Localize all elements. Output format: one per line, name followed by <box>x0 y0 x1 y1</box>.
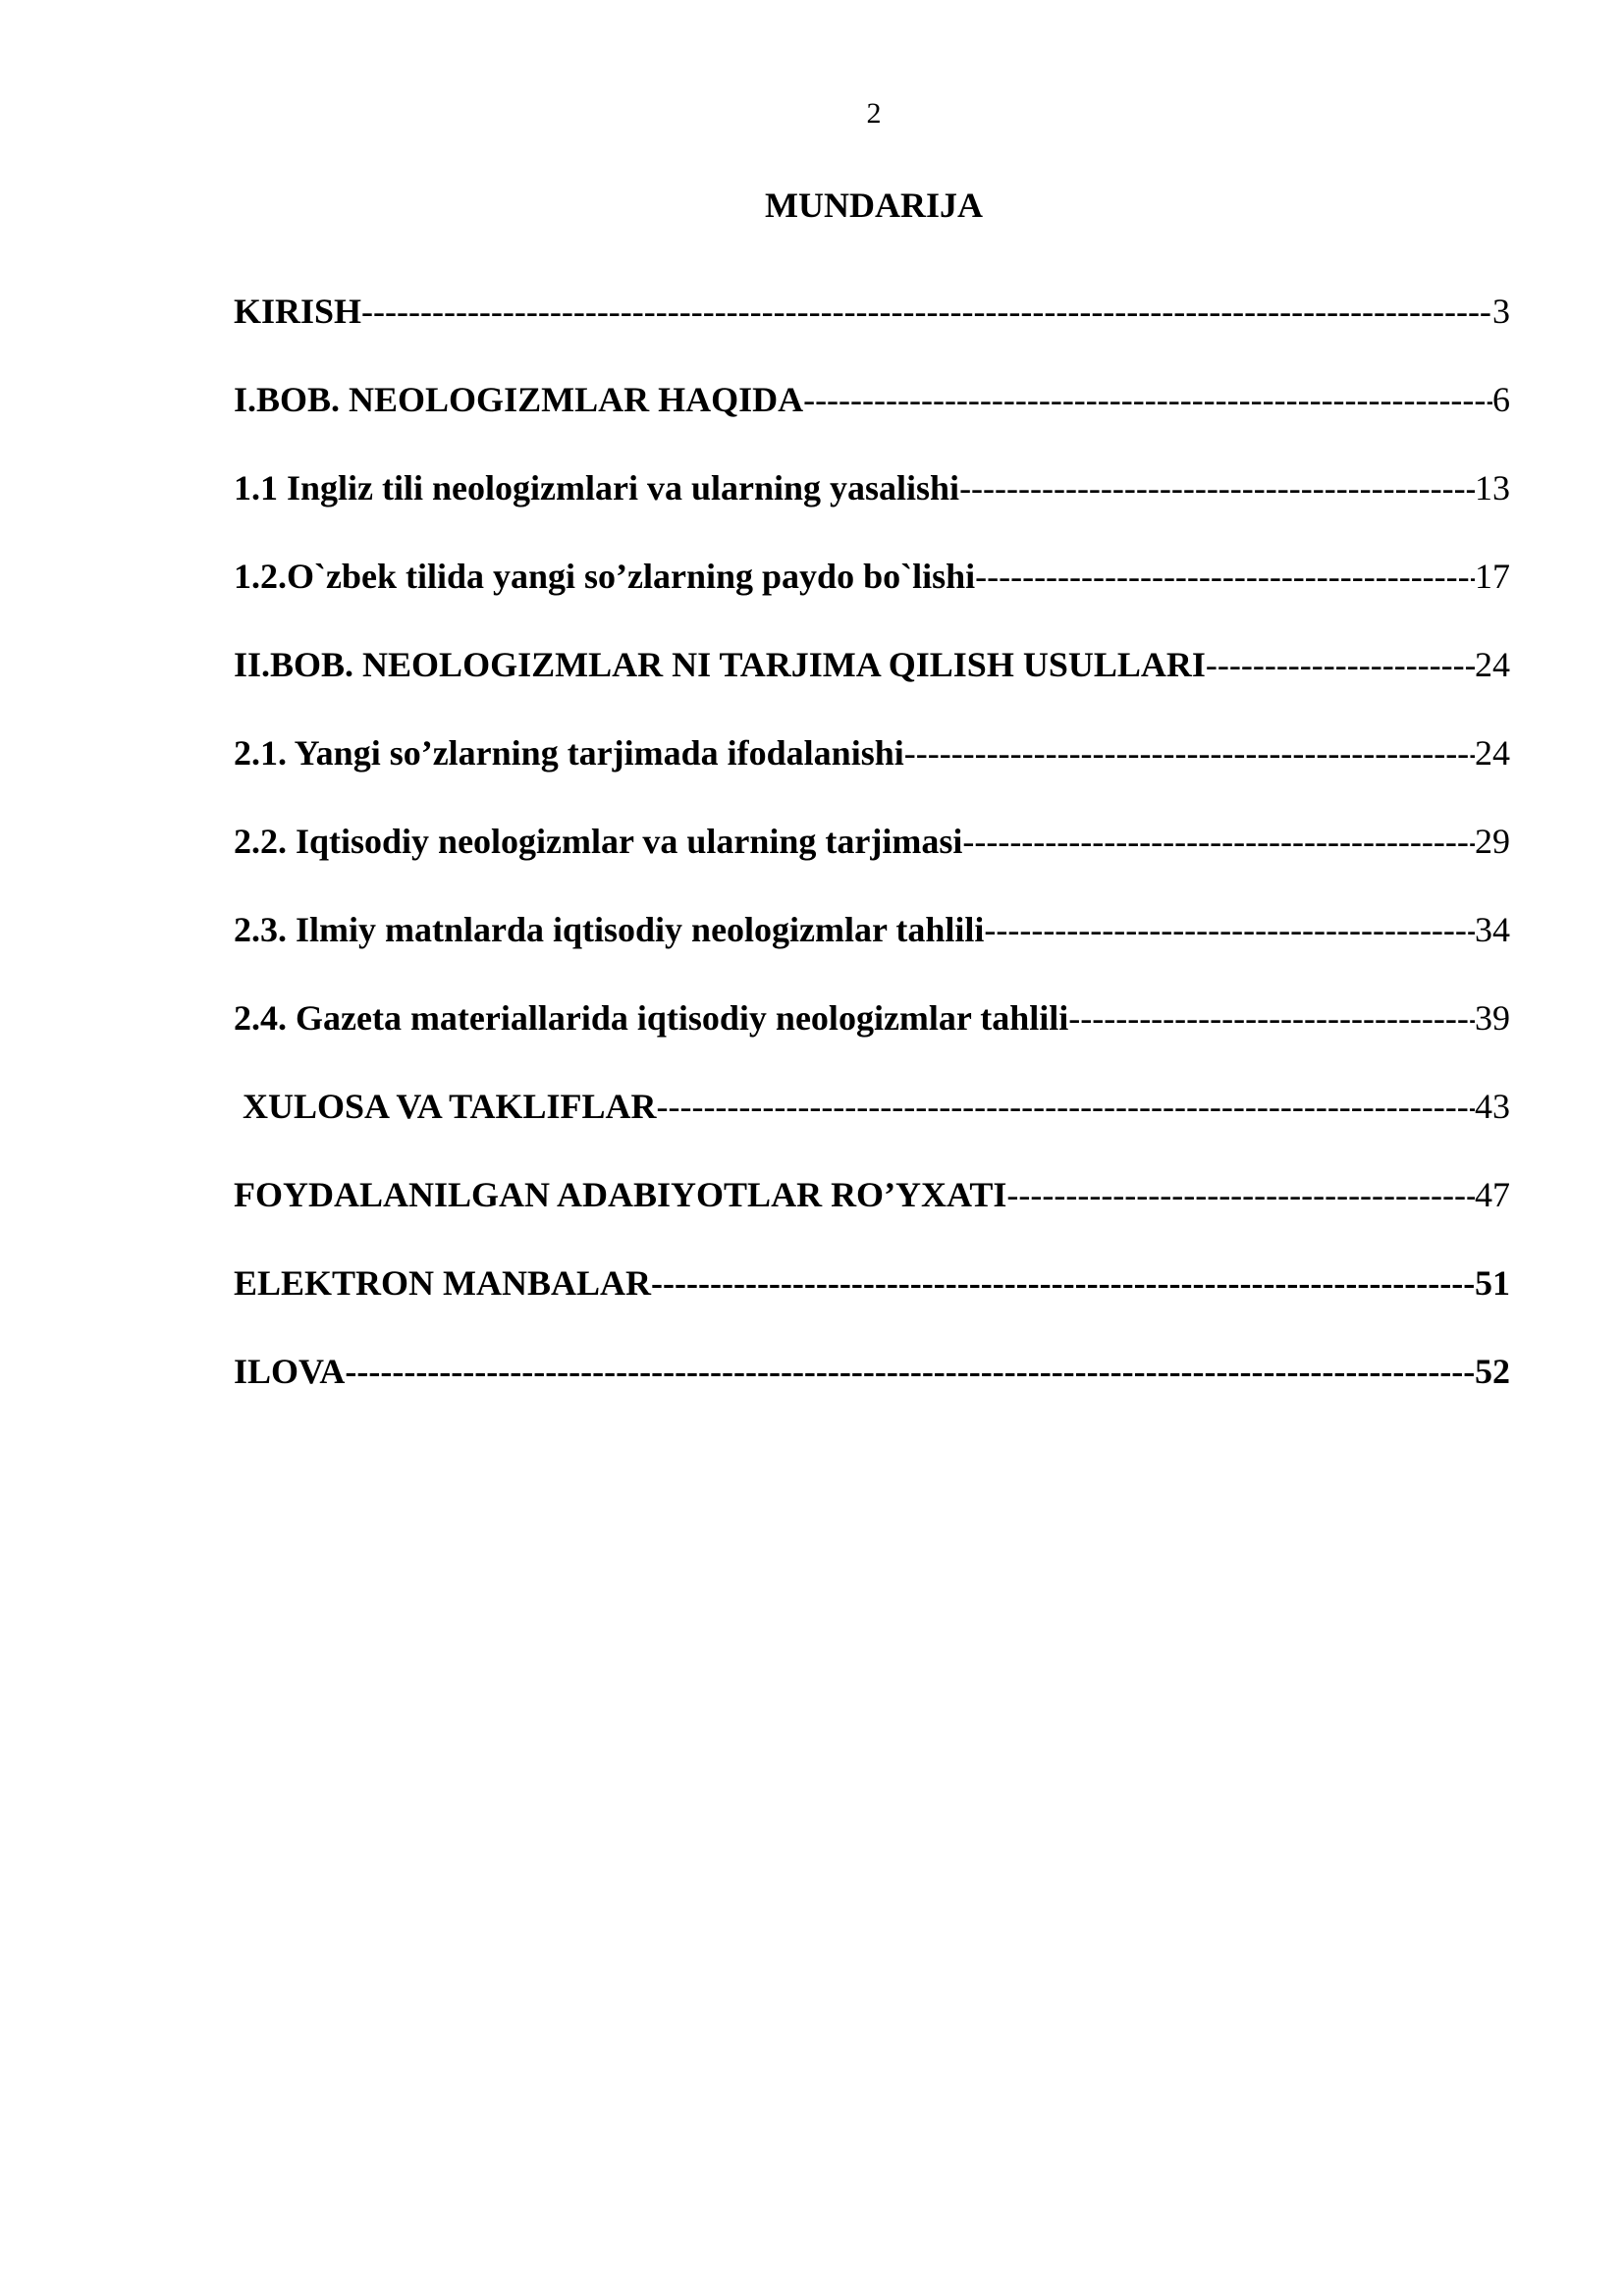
toc-dot-leader <box>1206 643 1475 686</box>
toc-page-number: 51 <box>1475 1263 1510 1303</box>
table-of-contents <box>234 290 1510 1438</box>
toc-page-number: 34 <box>1475 910 1510 949</box>
toc-dot-leader <box>361 290 1492 333</box>
toc-page-number: 43 <box>1475 1087 1510 1126</box>
toc-dot-leader <box>651 1261 1475 1305</box>
toc-entry-label: KIRISH <box>234 292 362 331</box>
toc-entry-chapter-1[interactable] <box>234 378 1510 466</box>
toc-entry-section-2-2[interactable] <box>234 820 1510 908</box>
toc-page-number: 3 <box>1492 292 1510 331</box>
toc-dot-leader <box>803 378 1492 421</box>
toc-entry-label: 2.4. Gazeta materiallarida iqtisodiy neologizmlar tahlili <box>234 998 1069 1038</box>
page-number: 2 <box>866 97 882 130</box>
toc-page-number: 17 <box>1475 557 1510 596</box>
toc-entry-appendix[interactable] <box>234 1350 1510 1438</box>
toc-page-number: 29 <box>1475 822 1510 861</box>
toc-page-number: 24 <box>1475 733 1510 773</box>
toc-page-number: 13 <box>1475 468 1510 507</box>
toc-entry-section-2-1[interactable] <box>234 731 1510 820</box>
toc-entry-section-2-3[interactable] <box>234 908 1510 996</box>
toc-dot-leader <box>1006 1173 1475 1216</box>
toc-entry-section-1-2[interactable] <box>234 555 1510 643</box>
toc-entry-label: XULOSA VA TAKLIFLAR <box>243 1087 657 1126</box>
toc-entry-label: I.BOB. NEOLOGIZMLAR HAQIDA <box>234 380 804 419</box>
toc-page-number: 6 <box>1492 380 1510 419</box>
toc-entry-label: 2.2. Iqtisodiy neologizmlar va ularning tarjimasi <box>234 822 963 861</box>
toc-entry-label: 1.2.O`zbek tilida yangi so’zlarning paydo bo`lishi <box>234 557 976 596</box>
toc-page-number: 47 <box>1475 1175 1510 1214</box>
toc-dot-leader <box>904 731 1475 774</box>
toc-entry-section-1-1[interactable] <box>234 466 1510 555</box>
toc-entry-label: ILOVA <box>234 1352 346 1391</box>
toc-page-number: 39 <box>1475 998 1510 1038</box>
toc-dot-leader <box>975 555 1475 598</box>
toc-entry-label: 2.3. Ilmiy matnlarda iqtisodiy neologizmlar tahlili <box>234 910 985 949</box>
toc-entry-chapter-2[interactable] <box>234 643 1510 731</box>
toc-dot-leader <box>962 820 1475 863</box>
toc-entry-electronic-sources[interactable] <box>234 1261 1510 1350</box>
toc-entry-section-2-4[interactable] <box>234 996 1510 1085</box>
toc-entry-label: ELEKTRON MANBALAR <box>234 1263 652 1303</box>
toc-dot-leader <box>959 466 1475 509</box>
toc-entry-conclusion[interactable] <box>234 1085 1510 1173</box>
toc-dot-leader <box>984 908 1475 951</box>
toc-entry-label: FOYDALANILGAN ADABIYOTLAR RO’YXATI <box>234 1175 1007 1214</box>
toc-entry-label: 1.1 Ingliz tili neologizmlari va ularning yasalishi <box>234 468 960 507</box>
toc-entry-label: 2.1. Yangi so’zlarning tarjimada ifodalanishi <box>234 733 904 773</box>
toc-page-number: 24 <box>1475 645 1510 684</box>
toc-entry-bibliography[interactable] <box>234 1173 1510 1261</box>
toc-entry-kirish[interactable] <box>234 290 1510 378</box>
page-title: MUNDARIJA <box>765 186 983 225</box>
toc-dot-leader <box>345 1350 1475 1393</box>
toc-entry-label: II.BOB. NEOLOGIZMLAR NI TARJIMA QILISH USULLARI <box>234 645 1206 684</box>
toc-dot-leader <box>1068 996 1475 1040</box>
toc-dot-leader <box>656 1085 1475 1128</box>
toc-page-number: 52 <box>1475 1352 1510 1391</box>
